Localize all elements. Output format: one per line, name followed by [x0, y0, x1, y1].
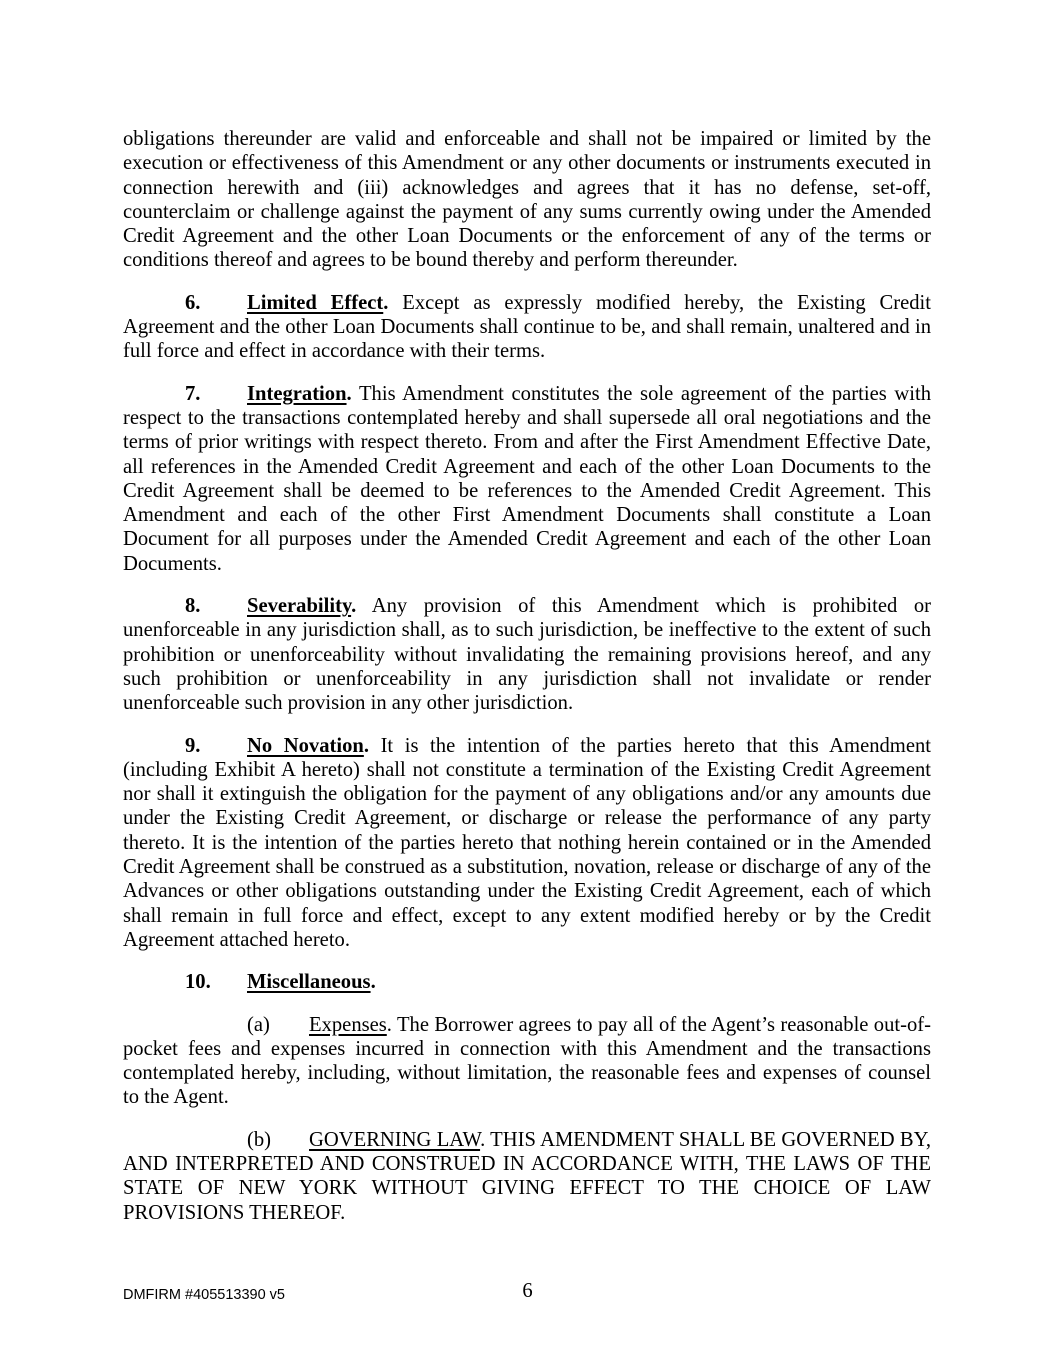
- intro-paragraph: [123, 127, 931, 273]
- subsection-b-marker: (b): [247, 1128, 272, 1151]
- intro-paragraph-text: obligations thereunder are valid and enforceable and shall not be impaired or limited by the execution or effectiveness of this Amendment or any other documents or instruments executed in connection herewith and (iii) acknowledges and agrees that it has no defense, set-off, counterclaim or challenge against the payment of any sums currently owing under the Amended Credit Agreement and the other Loan Documents or the enforcement of any of the terms or conditions thereof and agrees to be bound thereby and perform thereunder.: [123, 128, 931, 272]
- section-6-heading-period: .: [383, 291, 389, 314]
- section-10-heading: Miscellaneous: [247, 971, 371, 994]
- section-6-body: Except as expressly modified hereby, the Existing Credit Agreement and the other Loan Documents shall continue to be, and shall remain, unaltered and in full force and effect in accordance with their terms.: [123, 291, 931, 363]
- section-7-paragraph: [123, 382, 931, 576]
- section-9-paragraph: [123, 734, 931, 953]
- subsection-a-body: The Borrower agrees to pay all of the Agent’s reasonable out-of-pocket fees and expenses incurred in connection with this Amendment and the transactions contemplated hereby, including, without limitation, the reasonable fees and expenses of counsel to the Agent.: [123, 1013, 931, 1109]
- section-9-body: It is the intention of the parties hereto that this Amendment (including Exhibit A hereto) shall not constitute a termination of the Existing Credit Agreement nor shall it extinguish the obligation for the payment of any obligations and/or any amounts due under the Existing Credit Agreement, or discharge or release the performance of any party thereto. It is the intention of the parties hereto that nothing herein contained or in the Amended Credit Agreement shall be construed as a substitution, novation, release or discharge of any of the Advances or other obligations outstanding under the Existing Credit Agreement, each of which shall remain in full force and effect, except to any extent modified hereby or by the Credit Agreement attached hereto.: [123, 734, 931, 951]
- section-9-heading-period: .: [363, 734, 369, 757]
- section-8-number: 8.: [185, 595, 201, 618]
- section-8-paragraph: [123, 594, 931, 715]
- section-9-heading: No Novation: [247, 734, 364, 757]
- section-10-number: 10.: [185, 971, 211, 994]
- section-7-heading: Integration: [247, 382, 347, 405]
- section-9-number: 9.: [185, 734, 201, 757]
- subsection-a-heading-period: .: [386, 1013, 392, 1036]
- section-7-body: This Amendment constitutes the sole agreement of the parties with respect to the transactions contemplated hereby and shall supersede all oral negotiations and the terms of prior writings with respect thereto. From and after the First Amendment Effective Date, all references in the Amended Credit Agreement and each of the other Loan Documents to the Credit Agreement shall be deemed to be references to the Amended Credit Agreement. This Amendment and each of the other First Amendment Documents shall constitute a Loan Document for all purposes under the Amended Credit Agreement and each of the other Loan Documents.: [123, 382, 932, 575]
- section-8-body: Any provision of this Amendment which is prohibited or unenforceable in any jurisdiction shall, as to such jurisdiction, be ineffective to the extent of such prohibition or unenforceability without invalidating the remaining provisions hereof, and any such prohibition or unenforceability in any jurisdiction shall not invalidate or render unenforceable such provision in any other jurisdiction.: [123, 595, 931, 715]
- section-8-heading: Severability: [247, 595, 352, 618]
- subsection-b-heading: GOVERNING LAW: [309, 1128, 481, 1151]
- section-6-paragraph: [123, 291, 931, 364]
- section-7-heading-period: .: [346, 382, 352, 405]
- page-number: 6: [522, 1280, 533, 1302]
- section-10-heading-period: .: [370, 971, 376, 994]
- section-7-number: 7.: [185, 382, 201, 405]
- section-10-paragraph: [123, 970, 931, 994]
- section-8-heading-period: .: [351, 595, 357, 618]
- subsection-a-heading: Expenses: [309, 1013, 387, 1036]
- document-body: [123, 127, 931, 1243]
- subsection-b-paragraph: [123, 1128, 931, 1225]
- section-6-heading: Limited Effect: [247, 291, 384, 314]
- subsection-a-paragraph: [123, 1013, 931, 1110]
- section-6-number: 6.: [185, 291, 201, 314]
- subsection-b-heading-period: .: [480, 1128, 486, 1151]
- subsection-b-body: THIS AMENDMENT SHALL BE GOVERNED BY, AND INTERPRETED AND CONSTRUED IN ACCORDANCE WITH, THE LAWS OF THE STATE OF NEW YORK WITHOUT GIVING EFFECT TO THE CHOICE OF LAW PROVISIONS THEREOF.: [123, 1128, 932, 1224]
- footer-doc-id: DMFIRM #405513390 v5: [123, 1287, 285, 1303]
- subsection-a-marker: (a): [247, 1013, 270, 1036]
